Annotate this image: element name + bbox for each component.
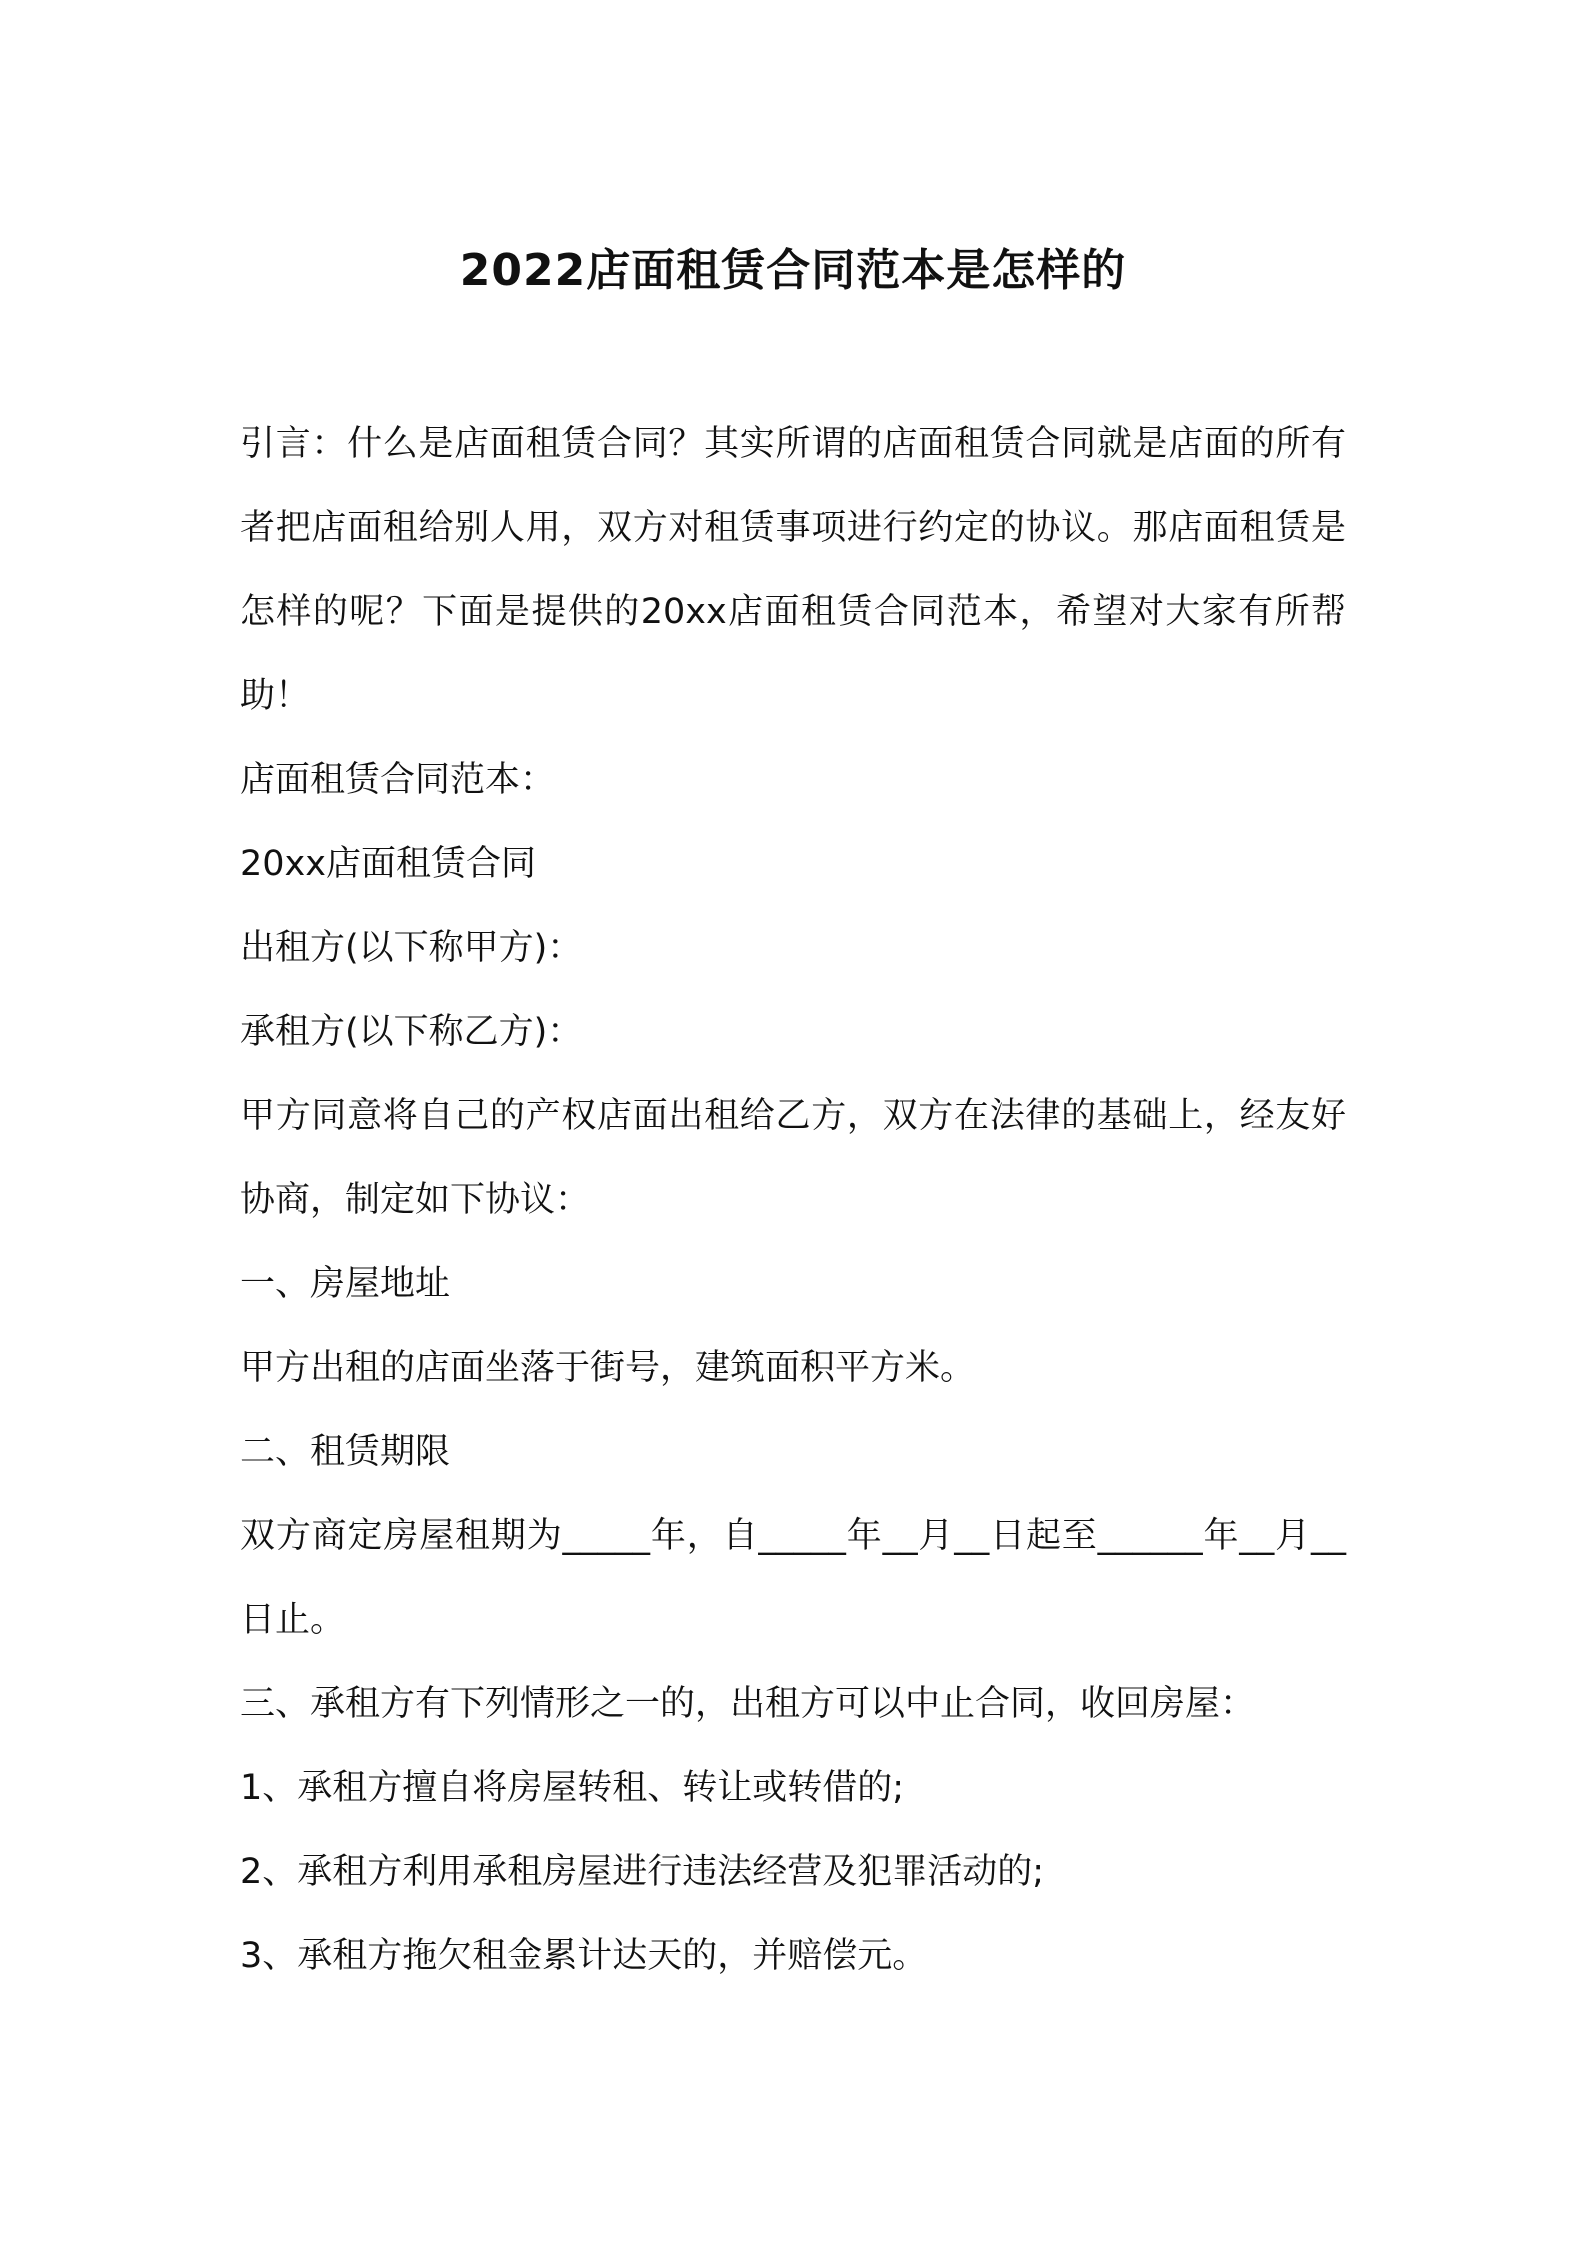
document-title: 2022店面租赁合同范本是怎样的 xyxy=(459,245,1127,297)
agreement-paragraph: 甲方同意将自己的产权店面出租给乙方，双方在法律的基础上，经友好协商，制定如下协议： xyxy=(240,1096,1346,1220)
contract-name: 20xx店面租赁合同 xyxy=(240,844,536,884)
section-heading-term: 二、租赁期限 xyxy=(240,1432,451,1472)
template-heading: 店面租赁合同范本： xyxy=(240,760,556,800)
section-heading-termination: 三、承租方有下列情形之一的，出租方可以中止合同，收回房屋： xyxy=(240,1684,1256,1724)
lessor-line: 出租方(以下称甲方)： xyxy=(240,928,583,968)
lessee-line: 承租方(以下称乙方)： xyxy=(240,1012,583,1052)
intro-paragraph: 引言：什么是店面租赁合同？其实所谓的店面租赁合同就是店面的所有者把店面租给别人用，双方对租赁事项进行约定的协议。那店面租赁是怎样的呢？下面是提供的20xx店面租赁合同范本，希望对大家有所帮助！ xyxy=(240,424,1346,716)
address-paragraph: 甲方出租的店面坐落于街号，建筑面积平方米。 xyxy=(240,1348,976,1388)
termination-item-3: 3、承租方拖欠租金累计达天的，并赔偿元。 xyxy=(240,1936,928,1976)
term-paragraph: 双方商定房屋租期为_____年，自_____年__月__日起至______年__月__日止。 xyxy=(240,1516,1346,1640)
section-heading-address: 一、房屋地址 xyxy=(240,1264,451,1304)
termination-item-2: 2、承租方利用承租房屋进行违法经营及犯罪活动的; xyxy=(240,1852,1045,1892)
termination-item-1: 1、承租方擅自将房屋转租、转让或转借的; xyxy=(240,1768,905,1808)
document-body xyxy=(240,402,1346,1998)
